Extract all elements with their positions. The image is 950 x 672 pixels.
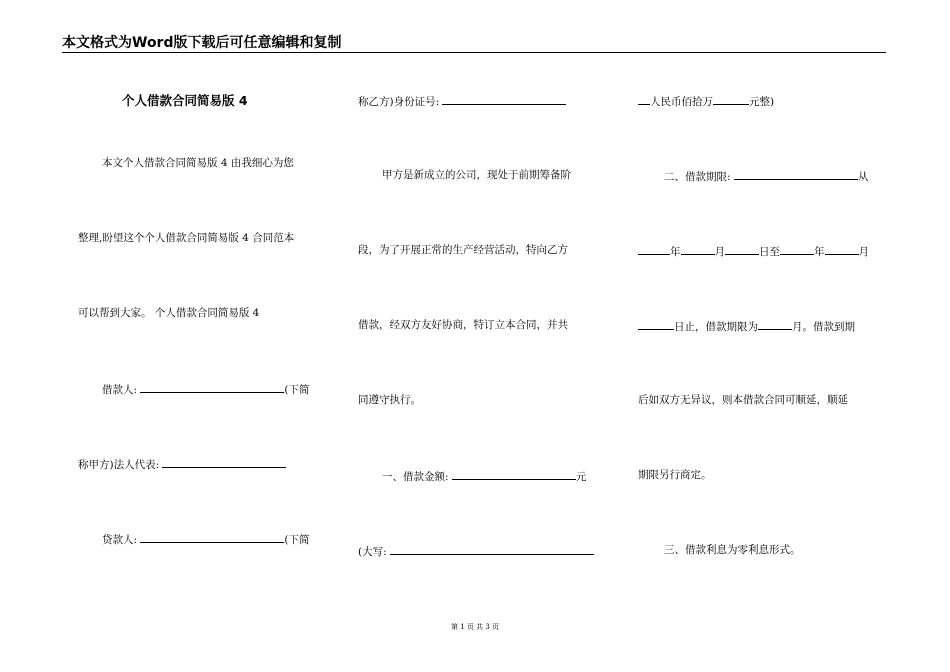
end-day-label: 日止，借款期限为 (674, 321, 758, 333)
caps-line (358, 543, 594, 559)
caps-amount-line (638, 93, 774, 109)
term-suffix: 从 (857, 171, 869, 183)
start-day-blank (725, 243, 759, 255)
end-day-blank (638, 318, 674, 330)
amount-blank (452, 468, 576, 480)
term-label: 二、借款期限: (664, 171, 731, 183)
interest-line: 三、借款利息为零利息形式。 (664, 544, 801, 556)
period-months-blank (758, 318, 792, 330)
period-line (638, 318, 855, 334)
page-number: 第 1 页 共 3 页 (450, 623, 500, 631)
caps-end: 元整) (749, 96, 775, 108)
borrower-label: 借款人: (102, 384, 138, 396)
caps-wan-blank (713, 93, 749, 105)
end-month-label: 月 (858, 246, 869, 258)
legal-rep-blank (162, 456, 286, 468)
borrower-suffix: (下简 (284, 384, 310, 396)
caps-label: (大写: (358, 546, 387, 558)
para-line-2: 段，为了开展正常的生产经营活动，特向乙方 (358, 244, 568, 256)
term-blank (734, 168, 858, 180)
start-month-label: 月 (714, 246, 725, 258)
header-rule (62, 52, 886, 53)
id-number-line (358, 93, 566, 109)
amount-line (382, 468, 586, 484)
amount-label: 一、借款金额: (382, 471, 449, 483)
extend-line-2: 期限另行商定。 (638, 469, 712, 481)
intro-line-2: 整理,盼望这个个人借款合同简易版 4 合同范本 (78, 232, 295, 244)
intro-line-3: 可以帮到大家。 个人借款合同简易版 4 (78, 307, 260, 319)
amount-suffix: 元 (575, 471, 587, 483)
extend-line-1: 后如双方无异议，则本借款合同可顺延，顺延 (638, 394, 848, 406)
para-line-3: 借款，经双方友好协商，特订立本合同，并共 (358, 319, 568, 331)
id-number-blank (442, 93, 566, 105)
borrower-blank (140, 381, 284, 393)
caps-blank (390, 543, 594, 555)
borrower-line (102, 381, 310, 397)
end-year-label: 年 (814, 246, 825, 258)
para-line-4: 同遵守执行。 (358, 394, 421, 406)
end-year-blank (780, 243, 814, 255)
legal-rep-line (78, 456, 286, 472)
id-number-label: 称乙方)身份证号: (358, 96, 440, 108)
caps-text: 人民币佰拾万 (650, 96, 713, 108)
term-line (664, 168, 868, 184)
lender-line (102, 531, 310, 547)
start-year-label: 年 (670, 246, 681, 258)
caps-lead-blank (638, 93, 650, 105)
intro-line-1: 本文个人借款合同简易版 4 由我细心为您 (102, 157, 294, 169)
lender-blank (140, 531, 284, 543)
due-text: 月。借款到期 (792, 321, 855, 333)
document-title: 个人借款合同简易版 4 (122, 93, 248, 108)
lender-suffix: (下简 (284, 534, 310, 546)
para-line-1: 甲方是新成立的公司，现处于前期筹备阶 (382, 169, 571, 181)
day-to-label: 日至 (759, 246, 780, 258)
start-month-blank (681, 243, 715, 255)
legal-rep-label: 称甲方)法人代表: (78, 459, 160, 471)
document-header: 本文格式为Word版下载后可任意编辑和复制 (62, 35, 342, 51)
lender-label: 贷款人: (102, 534, 138, 546)
start-year-blank (638, 243, 670, 255)
date-range-line (638, 243, 869, 259)
end-month-blank (825, 243, 859, 255)
